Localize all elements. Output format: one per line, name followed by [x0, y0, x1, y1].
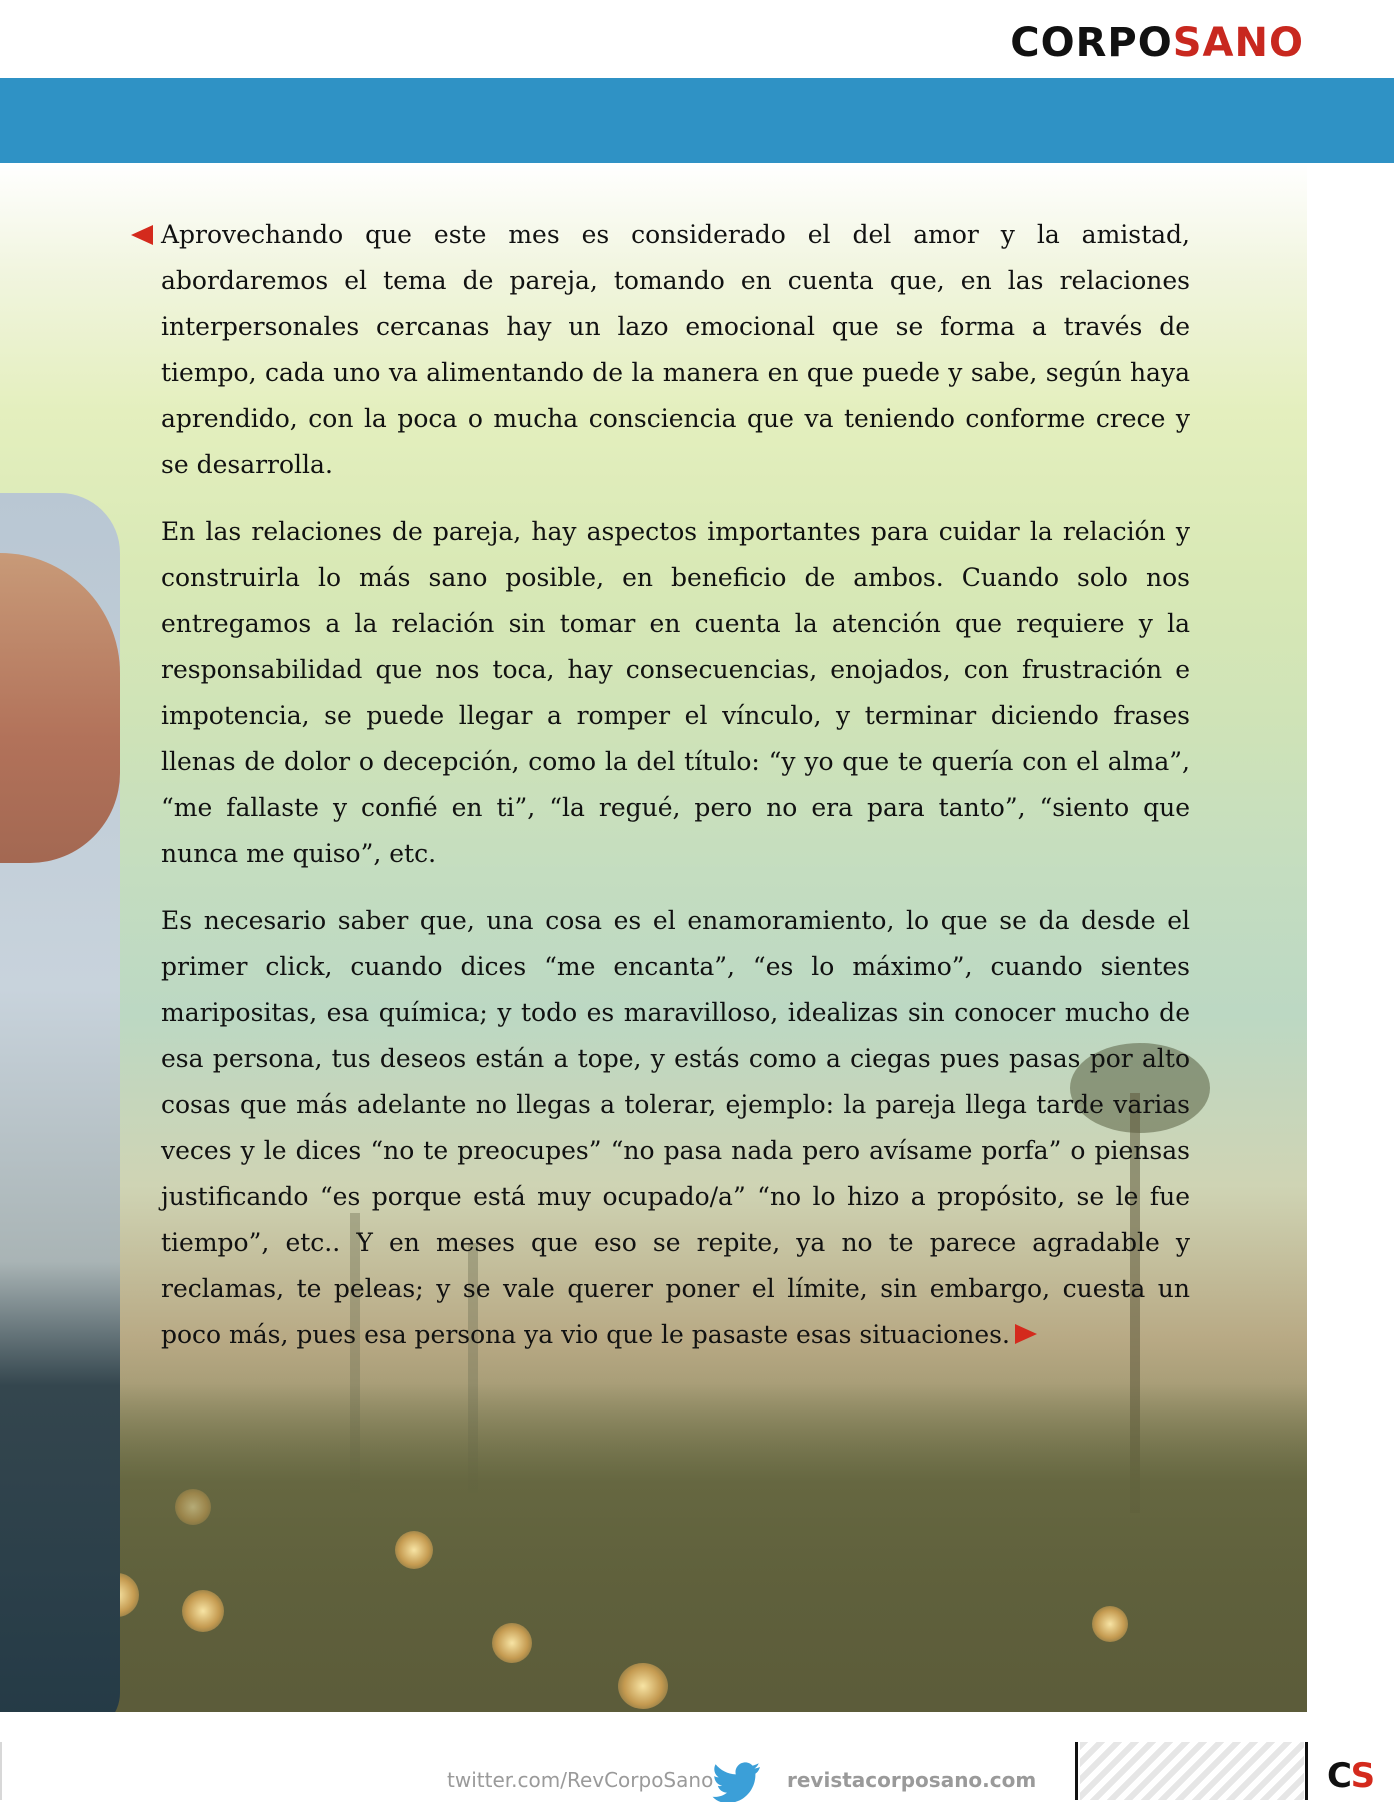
logo-corpo: CORPO	[1010, 20, 1173, 66]
footer-rule-right	[1305, 1742, 1308, 1800]
logo-sano: SANO	[1172, 20, 1304, 66]
start-arrow-icon	[131, 225, 153, 245]
page-footer	[0, 1712, 1394, 1800]
footer-divider	[0, 1742, 2, 1800]
end-arrow-icon	[1015, 1324, 1037, 1344]
paragraph-3	[161, 898, 1190, 1358]
twitter-bird-icon[interactable]	[712, 1762, 762, 1802]
footer-rule-left	[1075, 1742, 1078, 1800]
footer-stripes	[1080, 1742, 1304, 1800]
page-header	[0, 0, 1394, 78]
cs-badge-c: C	[1327, 1756, 1351, 1796]
cs-badge-logo	[1327, 1756, 1373, 1796]
website-link[interactable]: revistacorposano.com	[787, 1768, 1037, 1792]
brand-logo	[1010, 20, 1304, 66]
paragraph-1: Aprovechando que este mes es considerado el del amor y la amistad, abordaremos el tema de pareja, tomando en cuenta que, en las relaciones interpersonales cercanas hay un lazo emocional que se forma a través de tiempo, cada uno va alimentando de la manera en que puede y sabe, según haya aprendido, con la poca o mucha consciencia que va teniendo conforme crece y se desarrolla.	[161, 220, 1190, 479]
paragraph-2: En las relaciones de pareja, hay aspectos importantes para cuidar la relación y construirla lo más sano posible, en beneficio de ambos. Cuando solo nos entregamos a la relación sin tomar en cuenta la atención que requiere y la responsabilidad que nos toca, hay consecuencias, enojados, con frustración e impotencia, se puede llegar a romper el vínculo, y terminar diciendo frases llenas de dolor o decepción, como la del título: “y yo que te quería con el alma”, “me fallaste y confié en ti”, “la regué, pero no era para tanto”, “siento que nunca me quiso”, etc.	[161, 517, 1190, 868]
article-body	[161, 212, 1190, 1379]
header-band	[0, 78, 1394, 163]
twitter-handle-link[interactable]: twitter.com/RevCorpoSano	[447, 1768, 714, 1792]
paragraph-3-text: Es necesario saber que, una cosa es el enamoramiento, lo que se da desde el primer click, cuando dices “me encanta”, “es lo máximo”, cuando sientes maripositas, esa química; y todo es maravilloso, idealizas sin conocer mucho de esa persona, tus deseos están a tope, y estás como a ciegas pues pasas por alto cosas que más adelante no llegas a tolerar, ejemplo: la pareja llega tarde varias veces y le dices “no te preocupes” “no pasa nada pero avísame porfa” o piensas justificando “es porque está muy ocupado/a” “no lo hizo a propósito, se le fue tiempo”, etc.. Y en meses que eso se repite, ya no te parece agradable y reclamas, te peleas; y se vale querer poner el límite, sin embargo, cuesta un poco más, pues esa persona ya vio que le pasaste esas situaciones.	[161, 906, 1190, 1349]
cs-badge-s: S	[1350, 1756, 1374, 1796]
